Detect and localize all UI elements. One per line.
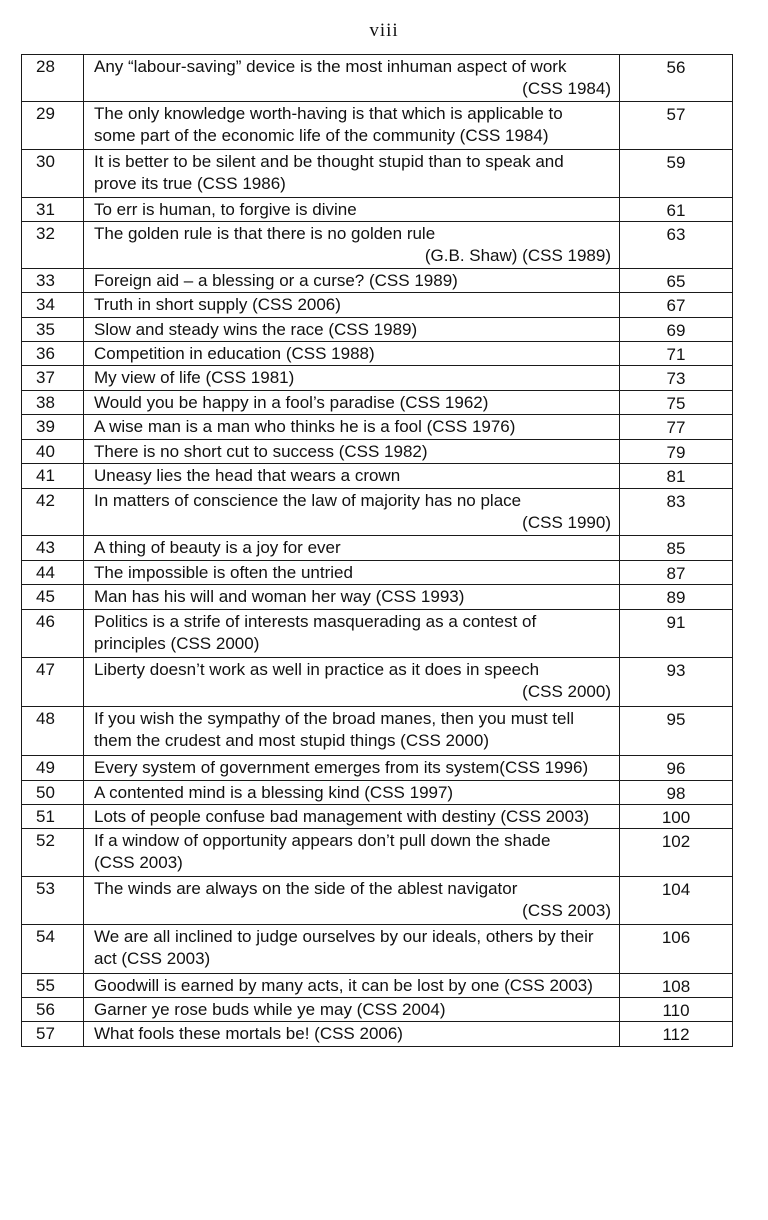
page-ref: 56: [620, 55, 733, 102]
essay-number: 35: [22, 318, 84, 342]
essay-title: We are all inclined to judge ourselves by our ideals, others by their: [94, 927, 594, 946]
essay-title: There is no short cut to success (CSS 1982): [94, 442, 428, 461]
essay-title-cell: [84, 805, 620, 829]
essay-number: 45: [22, 585, 84, 610]
essay-title-cell: [84, 391, 620, 415]
essay-number: 46: [22, 610, 84, 658]
page-number: viii: [369, 20, 399, 41]
page-ref: 108: [620, 974, 733, 998]
page-ref: 87: [620, 561, 733, 585]
page-ref: 106: [620, 925, 733, 974]
contents-row: [22, 102, 733, 150]
essay-title-cell: [84, 1022, 620, 1047]
essay-title: Foreign aid – a blessing or a curse? (CSS 1989): [94, 271, 458, 290]
contents-row: [22, 925, 733, 974]
contents-row: [22, 536, 733, 561]
page-ref: 93: [620, 658, 733, 707]
contents-row: [22, 415, 733, 440]
contents-row: [22, 318, 733, 342]
page-ref: 89: [620, 585, 733, 610]
contents-row: [22, 440, 733, 464]
page-ref: 79: [620, 440, 733, 464]
essay-reference: (CSS 1990): [522, 513, 611, 532]
contents-row: [22, 756, 733, 781]
essay-title-cell: [84, 293, 620, 318]
essay-number: 55: [22, 974, 84, 998]
contents-row: [22, 391, 733, 415]
page-ref: 65: [620, 269, 733, 293]
essay-title: Competition in education (CSS 1988): [94, 344, 375, 363]
essay-title-cell: [84, 269, 620, 293]
essay-title-cell: [84, 658, 620, 707]
essay-title: Truth in short supply (CSS 2006): [94, 295, 341, 314]
contents-row: [22, 366, 733, 391]
essay-title-cell: [84, 489, 620, 536]
essay-title: Garner ye rose buds while ye may (CSS 2004): [94, 1000, 446, 1019]
essay-number: 49: [22, 756, 84, 781]
essay-title: Liberty doesn’t work as well in practice as it does in speech: [94, 660, 540, 679]
essay-title: Goodwill is earned by many acts, it can be lost by one (CSS 2003): [94, 976, 593, 995]
essay-reference: act (CSS 2003): [94, 949, 211, 968]
page-ref: 73: [620, 366, 733, 391]
essay-reference: some part of the economic life of the community (CSS 1984): [94, 126, 549, 145]
page-ref: 100: [620, 805, 733, 829]
essay-number: 50: [22, 781, 84, 805]
essay-title: My view of life (CSS 1981): [94, 368, 295, 387]
essay-title-cell: [84, 318, 620, 342]
contents-table-body: [22, 55, 733, 1047]
essay-title: Slow and steady wins the race (CSS 1989): [94, 320, 418, 339]
essay-number: 38: [22, 391, 84, 415]
essay-number: 44: [22, 561, 84, 585]
page-ref: 91: [620, 610, 733, 658]
essay-number: 47: [22, 658, 84, 707]
page-ref: 75: [620, 391, 733, 415]
essay-reference: (CSS 2003): [522, 901, 611, 920]
essay-number: 43: [22, 536, 84, 561]
essay-number: 56: [22, 998, 84, 1022]
page-ref: 69: [620, 318, 733, 342]
essay-title-cell: [84, 198, 620, 222]
essay-number: 40: [22, 440, 84, 464]
page-ref: 67: [620, 293, 733, 318]
essay-title-cell: [84, 366, 620, 391]
essay-title: The impossible is often the untried: [94, 563, 353, 582]
essay-title: Would you be happy in a fool’s paradise (CSS 1962): [94, 393, 489, 412]
essay-title: Any “labour-saving” device is the most inhuman aspect of work: [94, 57, 567, 76]
essay-number: 28: [22, 55, 84, 102]
essay-title: If a window of opportunity appears don’t pull down the shade: [94, 831, 551, 850]
essay-title-cell: [84, 561, 620, 585]
essay-title: The only knowledge worth-having is that which is applicable to: [94, 104, 563, 123]
essay-number: 51: [22, 805, 84, 829]
essay-title-cell: [84, 464, 620, 489]
essay-title: A contented mind is a blessing kind (CSS 1997): [94, 783, 454, 802]
essay-title-cell: [84, 415, 620, 440]
essay-reference: (CSS 1984): [522, 79, 611, 98]
contents-row: [22, 489, 733, 536]
page-ref: 104: [620, 877, 733, 925]
contents-row: [22, 805, 733, 829]
page-ref: 57: [620, 102, 733, 150]
essay-reference: them the crudest and most stupid things (CSS 2000): [94, 731, 489, 750]
contents-row: [22, 55, 733, 102]
essay-number: 48: [22, 707, 84, 756]
essay-number: 53: [22, 877, 84, 925]
essay-number: 32: [22, 222, 84, 269]
essay-number: 57: [22, 1022, 84, 1047]
contents-row: [22, 561, 733, 585]
page-ref: 85: [620, 536, 733, 561]
page-ref: 110: [620, 998, 733, 1022]
essay-reference: (G.B. Shaw) (CSS 1989): [424, 246, 611, 265]
page-ref: 81: [620, 464, 733, 489]
essay-number: 33: [22, 269, 84, 293]
page-ref: 71: [620, 342, 733, 366]
page-ref: 59: [620, 150, 733, 198]
contents-row: [22, 342, 733, 366]
essay-title-cell: [84, 781, 620, 805]
page-ref: 77: [620, 415, 733, 440]
page-ref: 112: [620, 1022, 733, 1047]
contents-row: [22, 610, 733, 658]
essay-title-cell: [84, 974, 620, 998]
essay-number: 31: [22, 198, 84, 222]
essay-title-cell: [84, 342, 620, 366]
essay-title: Politics is a strife of interests masquerading as a contest of: [94, 612, 537, 631]
essay-title-cell: [84, 610, 620, 658]
essay-reference: prove its true (CSS 1986): [94, 174, 286, 193]
essay-reference: (CSS 2003): [94, 853, 183, 872]
essay-number: 36: [22, 342, 84, 366]
contents-row: [22, 658, 733, 707]
contents-row: [22, 464, 733, 489]
page-ref: 83: [620, 489, 733, 536]
contents-row: [22, 829, 733, 877]
contents-row: [22, 974, 733, 998]
essay-title: If you wish the sympathy of the broad manes, then you must tell: [94, 709, 575, 728]
essay-title: A wise man is a man who thinks he is a fool (CSS 1976): [94, 417, 516, 436]
contents-row: [22, 877, 733, 925]
essay-reference: principles (CSS 2000): [94, 634, 260, 653]
essay-number: 39: [22, 415, 84, 440]
essay-title: A thing of beauty is a joy for ever: [94, 538, 341, 557]
contents-row: [22, 222, 733, 269]
page-ref: 98: [620, 781, 733, 805]
contents-row: [22, 707, 733, 756]
essay-number: 41: [22, 464, 84, 489]
essay-title-cell: [84, 756, 620, 781]
essay-number: 34: [22, 293, 84, 318]
essay-number: 52: [22, 829, 84, 877]
essay-title-cell: [84, 440, 620, 464]
essay-title-cell: [84, 707, 620, 756]
contents-row: [22, 998, 733, 1022]
page-ref: 61: [620, 198, 733, 222]
essay-number: 37: [22, 366, 84, 391]
essay-title-cell: [84, 150, 620, 198]
essay-title-cell: [84, 55, 620, 102]
essay-number: 29: [22, 102, 84, 150]
essay-title: Uneasy lies the head that wears a crown: [94, 466, 401, 485]
essay-title-cell: [84, 829, 620, 877]
contents-row: [22, 293, 733, 318]
essay-title-cell: [84, 222, 620, 269]
contents-row: [22, 1022, 733, 1047]
essay-title-cell: [84, 102, 620, 150]
essay-title: To err is human, to forgive is divine: [94, 200, 357, 219]
page-ref: 102: [620, 829, 733, 877]
essay-title-cell: [84, 585, 620, 610]
contents-row: [22, 150, 733, 198]
essay-number: 30: [22, 150, 84, 198]
essay-title-cell: [84, 925, 620, 974]
contents-row: [22, 585, 733, 610]
essay-title: Lots of people confuse bad management with destiny (CSS 2003): [94, 807, 590, 826]
essay-title: The winds are always on the side of the ablest navigator: [94, 879, 518, 898]
contents-row: [22, 198, 733, 222]
page-ref: 95: [620, 707, 733, 756]
essay-title: Man has his will and woman her way (CSS 1993): [94, 587, 465, 606]
essay-title: The golden rule is that there is no golden rule: [94, 224, 436, 243]
essay-title: Every system of government emerges from its system(CSS 1996): [94, 758, 589, 777]
essay-title: It is better to be silent and be thought stupid than to speak and: [94, 152, 564, 171]
page-ref: 63: [620, 222, 733, 269]
contents-table: [21, 54, 733, 1047]
essay-title-cell: [84, 998, 620, 1022]
essay-title: In matters of conscience the law of majority has no place: [94, 491, 522, 510]
contents-row: [22, 781, 733, 805]
essay-number: 42: [22, 489, 84, 536]
contents-row: [22, 269, 733, 293]
essay-number: 54: [22, 925, 84, 974]
page-ref: 96: [620, 756, 733, 781]
essay-title-cell: [84, 877, 620, 925]
essay-title: What fools these mortals be! (CSS 2006): [94, 1024, 403, 1043]
essay-title-cell: [84, 536, 620, 561]
essay-reference: (CSS 2000): [522, 682, 611, 701]
